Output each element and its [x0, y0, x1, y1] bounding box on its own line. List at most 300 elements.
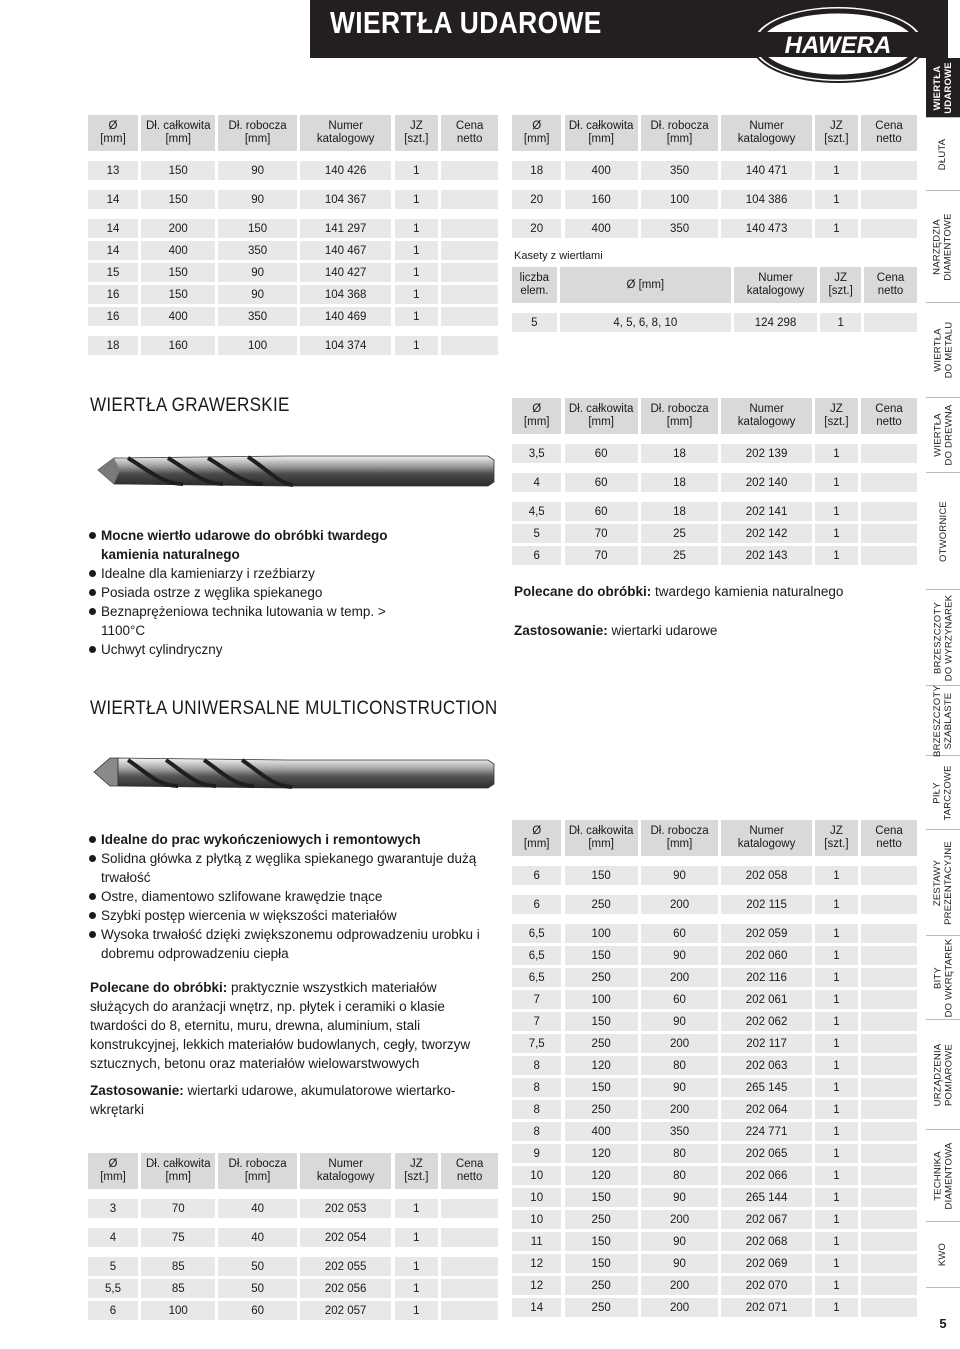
table-cell: 50 [218, 1279, 296, 1298]
table-cell: 10 [512, 1210, 561, 1229]
sidebar-tab-label: BRZESZCZOTY DO WYRZYNAREK [932, 594, 954, 681]
grawerskie-features [88, 526, 418, 659]
table-cell: 80 [641, 1056, 718, 1075]
table-cell: 1 [815, 1056, 858, 1075]
table-cell: 265 144 [721, 1188, 811, 1207]
column-header: Dł. całkowita [mm] [565, 820, 638, 856]
price-cell [861, 1144, 917, 1163]
table-cell: 12 [512, 1276, 561, 1295]
table-cell: 1 [395, 1228, 439, 1247]
table-cell: 202 116 [721, 968, 811, 987]
table-cell: 202 143 [721, 546, 811, 565]
uniwersalne-zastosowanie: Zastosowanie: wiertarki udarowe, akumulatorowe wiertarko-wkrętarki [90, 1083, 456, 1117]
table-cell: 14 [88, 190, 138, 209]
sidebar-tab-11[interactable] [926, 1020, 960, 1130]
table-cell: 1 [815, 866, 858, 885]
table-cell: 350 [641, 219, 718, 238]
table-cell: 100 [565, 924, 638, 943]
price-cell [861, 190, 917, 209]
table-cell: 1 [395, 336, 439, 355]
price-cell [861, 1122, 917, 1141]
table-cell: 160 [565, 190, 638, 209]
table-row [512, 546, 917, 565]
table-cell: 40 [218, 1228, 296, 1247]
price-cell [441, 263, 498, 282]
column-header: Dł. robocza [mm] [218, 115, 296, 151]
table-cell: 25 [641, 524, 718, 543]
table-cell: 224 771 [721, 1122, 811, 1141]
table-row [88, 307, 498, 326]
table-cell: 150 [565, 1232, 638, 1251]
grawerskie-zastosowanie: Zastosowanie: wiertarki udarowe [514, 623, 718, 638]
kasety-table [512, 264, 917, 335]
price-cell [441, 336, 498, 355]
table-cell: 75 [141, 1228, 215, 1247]
table-cell: 400 [565, 161, 638, 180]
table-cell: 1 [815, 1012, 858, 1031]
table-cell: 14 [512, 1298, 561, 1317]
table-cell: 202 056 [300, 1279, 391, 1298]
table-cell: 200 [641, 1100, 718, 1119]
column-header: Numer katalogowy [721, 115, 811, 151]
table-row [512, 1012, 917, 1031]
column-header: Dł. robocza [mm] [218, 1153, 296, 1189]
feature-item: Ostre, diamentowo szlifowane krawędzie tnące [88, 887, 483, 906]
column-header: JZ [szt.] [815, 820, 858, 856]
page-title: WIERTŁA UDAROWE [330, 5, 602, 40]
sidebar-tab-8[interactable] [926, 756, 960, 830]
table-cell: 140 471 [721, 161, 811, 180]
sidebar-tab-label: NARZĘDZIA DIAMENTOWE [932, 212, 954, 281]
table-cell: 90 [641, 1254, 718, 1273]
price-cell [861, 968, 917, 987]
price-cell [861, 866, 917, 885]
table-cell: 1 [395, 241, 439, 260]
price-cell [861, 546, 917, 565]
sidebar-tab-2[interactable] [926, 191, 960, 303]
table-row [512, 1100, 917, 1119]
table-cell: 1 [815, 546, 858, 565]
col-numer: Numer katalogowy [734, 267, 817, 303]
table-cell: 150 [565, 1012, 638, 1031]
table-cell: 140 426 [300, 161, 391, 180]
table-cell: 400 [565, 1122, 638, 1141]
column-header: Numer katalogowy [300, 115, 391, 151]
table-cell: 1 [815, 1078, 858, 1097]
table-row [512, 1276, 917, 1295]
table-cell: 1 [395, 263, 439, 282]
table-cell: 18 [512, 161, 561, 180]
table-cell: 1 [395, 1257, 439, 1276]
table-cell: 150 [565, 1188, 638, 1207]
table-cell: 6 [512, 546, 561, 565]
column-header: Dł. robocza [mm] [641, 115, 718, 151]
table-cell: 150 [565, 1078, 638, 1097]
table-row: 5 4, 5, 6, 8, 10 124 298 1 [512, 313, 917, 332]
table-cell: 85 [141, 1279, 215, 1298]
column-header: Cena netto [861, 820, 917, 856]
table-row [512, 444, 917, 463]
table-row [512, 968, 917, 987]
table-cell: 1 [395, 161, 439, 180]
table-cell: 150 [141, 190, 215, 209]
price-cell [441, 190, 498, 209]
table-cell: 1 [815, 190, 858, 209]
column-header: Ø [mm] [512, 115, 561, 151]
table-cell: 1 [395, 285, 439, 304]
table-row [512, 1122, 917, 1141]
table-cell: 1 [395, 1199, 439, 1218]
table-cell: 140 467 [300, 241, 391, 260]
table-cell: 104 367 [300, 190, 391, 209]
table-cell: 200 [641, 1210, 718, 1229]
column-header: Dł. całkowita [mm] [565, 398, 638, 434]
price-cell [861, 1298, 917, 1317]
table-cell: 202 053 [300, 1199, 391, 1218]
price-cell [441, 1279, 498, 1298]
table-row [512, 1232, 917, 1251]
table-cell: 1 [815, 502, 858, 521]
sidebar-tab-label: BRZESZCZOTY SZABLASTE [932, 684, 954, 757]
table-cell: 202 068 [721, 1232, 811, 1251]
column-header: Cena netto [441, 115, 498, 151]
table-cell: 6,5 [512, 946, 561, 965]
sidebar-tab-0[interactable] [926, 58, 960, 118]
feature-item: Mocne wiertło udarowe do obróbki twardego kamienia naturalnego [88, 526, 418, 564]
table-cell: 250 [565, 1210, 638, 1229]
column-header: Ø [mm] [512, 398, 561, 434]
table-cell: 7 [512, 1012, 561, 1031]
column-header: Dł. całkowita [mm] [565, 115, 638, 151]
column-header: Dł. robocza [mm] [641, 820, 718, 856]
price-cell [441, 1301, 498, 1320]
table-cell: 7,5 [512, 1034, 561, 1053]
feature-item: Beznaprężeniowa technika lutowania w temp. > 1100°C [88, 602, 418, 640]
sidebar-tab-label: TECHNIKA DIAMENTOWA [932, 1142, 955, 1209]
table-row [512, 473, 917, 492]
engraving-drill-table [512, 395, 917, 568]
impact-drill-table-right [512, 112, 917, 241]
table-cell: 160 [141, 336, 215, 355]
table-cell: 250 [565, 968, 638, 987]
multiconstruction-table-left [88, 1150, 498, 1323]
table-cell: 150 [565, 1254, 638, 1273]
sidebar-tab-label: PIŁY TARCZOWE [932, 764, 955, 821]
table-cell: 141 297 [300, 219, 391, 238]
column-header: Cena netto [441, 1153, 498, 1189]
table-cell: 1 [395, 307, 439, 326]
table-cell: 400 [141, 241, 215, 260]
table-cell: 150 [218, 219, 296, 238]
table-cell: 250 [565, 1034, 638, 1053]
price-cell [441, 161, 498, 180]
column-header: JZ [szt.] [815, 115, 858, 151]
column-header: Dł. całkowita [mm] [141, 1153, 215, 1189]
sidebar-tab-label: DŁUTA [937, 138, 949, 170]
table-cell: 202 061 [721, 990, 811, 1009]
table-cell: 202 060 [721, 946, 811, 965]
table-cell: 350 [641, 1122, 718, 1141]
table-cell: 1 [815, 473, 858, 492]
table-cell: 400 [141, 307, 215, 326]
table-cell: 202 055 [300, 1257, 391, 1276]
price-cell [861, 473, 917, 492]
table-cell: 1 [815, 1144, 858, 1163]
table-cell: 18 [88, 336, 138, 355]
table-cell: 7 [512, 990, 561, 1009]
table-row [512, 1034, 917, 1053]
price-cell [441, 219, 498, 238]
sidebar-tab-label: WIERTŁA UDAROWE [932, 61, 955, 114]
table-cell: 202 059 [721, 924, 811, 943]
table-cell: 150 [141, 161, 215, 180]
table-cell: 4,5 [512, 502, 561, 521]
sidebar-tab-9[interactable] [926, 830, 960, 936]
table-cell: 70 [565, 546, 638, 565]
table-cell: 90 [641, 1078, 718, 1097]
table-cell: 1 [815, 1188, 858, 1207]
price-cell [861, 524, 917, 543]
table-cell: 1 [815, 1276, 858, 1295]
table-cell: 70 [141, 1199, 215, 1218]
price-cell [861, 161, 917, 180]
sidebar-tab-5[interactable] [926, 473, 960, 590]
feature-item: Idealne dla kamieniarzy i rzeźbiarzy [88, 564, 418, 583]
multiconstruction-drill-image [88, 742, 498, 802]
table-row [88, 161, 498, 180]
table-cell: 90 [641, 866, 718, 885]
table-cell: 8 [512, 1122, 561, 1141]
column-header: Ø [mm] [88, 115, 138, 151]
table-cell: 350 [218, 307, 296, 326]
price-cell [441, 307, 498, 326]
table-cell: 150 [565, 946, 638, 965]
table-row [512, 1056, 917, 1075]
table-cell: 50 [218, 1257, 296, 1276]
table-cell: 5 [512, 524, 561, 543]
sidebar-tab-label: ZESTAWY PREZENTACYJNE [932, 840, 954, 925]
table-cell: 1 [395, 1279, 439, 1298]
table-cell: 140 473 [721, 219, 811, 238]
table-cell: 18 [641, 473, 718, 492]
uniwersalne-features [88, 830, 483, 963]
price-cell [441, 1199, 498, 1218]
table-cell: 4 [88, 1228, 138, 1247]
table-cell: 202 067 [721, 1210, 811, 1229]
table-cell: 202 070 [721, 1276, 811, 1295]
table-row [88, 1228, 498, 1247]
table-cell: 200 [641, 895, 718, 914]
table-cell: 20 [512, 219, 561, 238]
price-cell [861, 1100, 917, 1119]
price-cell [861, 1210, 917, 1229]
sidebar-tab-label: URZĄDZENIA POMIAROWE [932, 1043, 955, 1106]
table-row [512, 1144, 917, 1163]
table-cell: 60 [565, 473, 638, 492]
table-cell: 1 [815, 524, 858, 543]
column-header: Dł. całkowita [mm] [141, 115, 215, 151]
table-cell: 4 [512, 473, 561, 492]
table-cell: 1 [815, 1232, 858, 1251]
table-cell: 14 [88, 219, 138, 238]
table-cell: 265 145 [721, 1078, 811, 1097]
column-header: Numer katalogowy [300, 1153, 391, 1189]
table-cell: 150 [565, 866, 638, 885]
price-cell [441, 1228, 498, 1247]
impact-drill-table-left [88, 112, 498, 358]
sidebar-tab-4[interactable] [926, 398, 960, 473]
table-cell: 120 [565, 1166, 638, 1185]
sidebar-tab-13[interactable] [926, 1222, 960, 1288]
multiconstruction-table-right [512, 817, 917, 1320]
table-cell: 90 [641, 946, 718, 965]
price-cell [861, 1012, 917, 1031]
col-diameters: Ø [mm] [560, 267, 731, 303]
table-cell: 6,5 [512, 968, 561, 987]
table-cell: 60 [641, 990, 718, 1009]
table-cell: 6 [512, 866, 561, 885]
table-row [512, 946, 917, 965]
price-cell [861, 1056, 917, 1075]
table-cell: 100 [141, 1301, 215, 1320]
sidebar-tab-1[interactable] [926, 118, 960, 191]
sidebar-tab-label: OTWORNICE [937, 500, 949, 562]
table-row [88, 1301, 498, 1320]
table-row [88, 263, 498, 282]
feature-item: Uchwyt cylindryczny [88, 640, 418, 659]
table-row [512, 1254, 917, 1273]
sidebar-tab-3[interactable] [926, 303, 960, 398]
table-cell: 90 [641, 1188, 718, 1207]
table-cell: 25 [641, 546, 718, 565]
price-cell [861, 219, 917, 238]
table-cell: 6 [512, 895, 561, 914]
table-cell: 9 [512, 1144, 561, 1163]
price-cell [441, 285, 498, 304]
column-header: JZ [szt.] [815, 398, 858, 434]
uniwersalne-polecane: Polecane do obróbki: praktycznie wszystkich materiałów służących do aranżacji wnętrz, np. płytek i ceramiki o klasie twardości do 8, eternitu, muru, drewna, aluminium, stali konstrukcyjnej, lekkich materiałów budowlanych, cegły, tworzyw sztucznych, betonu oraz materiałów wielowarstwowych [90, 980, 471, 1071]
drill-bit-icon [88, 742, 498, 802]
table-cell: 202 063 [721, 1056, 811, 1075]
table-cell: 202 066 [721, 1166, 811, 1185]
table-cell: 202 057 [300, 1301, 391, 1320]
sidebar-tab-10[interactable] [926, 936, 960, 1020]
table-cell: 1 [395, 190, 439, 209]
section-title-uniwersalne: WIERTŁA UNIWERSALNE MULTICONSTRUCTION [90, 698, 498, 719]
price-cell [441, 1257, 498, 1276]
hawera-logo [745, 0, 935, 90]
table-row [88, 1257, 498, 1276]
table-cell: 60 [565, 502, 638, 521]
column-header: Numer katalogowy [721, 820, 811, 856]
feature-item: Idealne do prac wykończeniowych i remontowych [88, 830, 483, 849]
table-cell: 15 [88, 263, 138, 282]
price-cell [861, 1254, 917, 1273]
table-cell: 200 [141, 219, 215, 238]
table-cell: 202 064 [721, 1100, 811, 1119]
table-cell: 11 [512, 1232, 561, 1251]
column-header: JZ [szt.] [395, 115, 439, 151]
table-cell: 1 [815, 1298, 858, 1317]
column-header: Numer katalogowy [721, 398, 811, 434]
price-cell [861, 895, 917, 914]
table-row [512, 1298, 917, 1317]
table-cell: 1 [815, 1034, 858, 1053]
table-cell: 18 [641, 502, 718, 521]
table-cell: 90 [218, 285, 296, 304]
table-cell: 202 071 [721, 1298, 811, 1317]
category-sidebar [926, 58, 960, 1349]
table-cell: 202 140 [721, 473, 811, 492]
table-row [512, 190, 917, 209]
table-cell: 400 [565, 219, 638, 238]
table-cell: 202 058 [721, 866, 811, 885]
table-cell: 80 [641, 1166, 718, 1185]
sidebar-tab-7[interactable] [926, 686, 960, 756]
table-cell: 8 [512, 1078, 561, 1097]
table-cell: 250 [565, 1100, 638, 1119]
table-cell: 1 [815, 895, 858, 914]
table-cell: 85 [141, 1257, 215, 1276]
table-cell: 80 [641, 1144, 718, 1163]
grawerskie-polecane: Polecane do obróbki: twardego kamienia naturalnego [514, 584, 844, 599]
table-cell: 140 427 [300, 263, 391, 282]
price-cell [861, 1034, 917, 1053]
table-cell: 5 [88, 1257, 138, 1276]
table-cell: 1 [815, 444, 858, 463]
table-cell: 1 [395, 219, 439, 238]
table-cell: 14 [88, 241, 138, 260]
table-cell: 350 [641, 161, 718, 180]
table-cell: 1 [815, 1122, 858, 1141]
sidebar-tab-12[interactable] [926, 1130, 960, 1222]
logo-text: HAWERA [784, 32, 892, 59]
table-cell: 1 [815, 924, 858, 943]
table-cell: 250 [565, 895, 638, 914]
table-row [512, 866, 917, 885]
table-cell: 1 [815, 1166, 858, 1185]
table-cell: 60 [218, 1301, 296, 1320]
column-header: Ø [mm] [512, 820, 561, 856]
table-row [512, 924, 917, 943]
table-cell: 100 [641, 190, 718, 209]
table-cell: 202 142 [721, 524, 811, 543]
table-cell: 1 [815, 968, 858, 987]
table-cell: 8 [512, 1056, 561, 1075]
table-row [512, 1078, 917, 1097]
table-cell: 202 054 [300, 1228, 391, 1247]
sidebar-tab-6[interactable] [926, 590, 960, 686]
table-row [512, 524, 917, 543]
table-cell: 8 [512, 1100, 561, 1119]
table-cell: 3 [88, 1199, 138, 1218]
table-cell: 150 [141, 285, 215, 304]
table-cell: 350 [218, 241, 296, 260]
table-cell: 1 [815, 990, 858, 1009]
table-cell: 10 [512, 1166, 561, 1185]
sidebar-tab-label: BITY DO WKRĘTAREK [932, 938, 955, 1017]
table-cell: 104 386 [721, 190, 811, 209]
table-row [512, 1210, 917, 1229]
price-cell [441, 241, 498, 260]
drill-bit-icon [88, 440, 498, 500]
feature-item: Szybki postęp wiercenia w większości materiałów [88, 906, 483, 925]
table-cell: 3,5 [512, 444, 561, 463]
table-cell: 16 [88, 307, 138, 326]
table-cell: 1 [815, 161, 858, 180]
table-cell: 250 [565, 1298, 638, 1317]
table-cell: 202 062 [721, 1012, 811, 1031]
